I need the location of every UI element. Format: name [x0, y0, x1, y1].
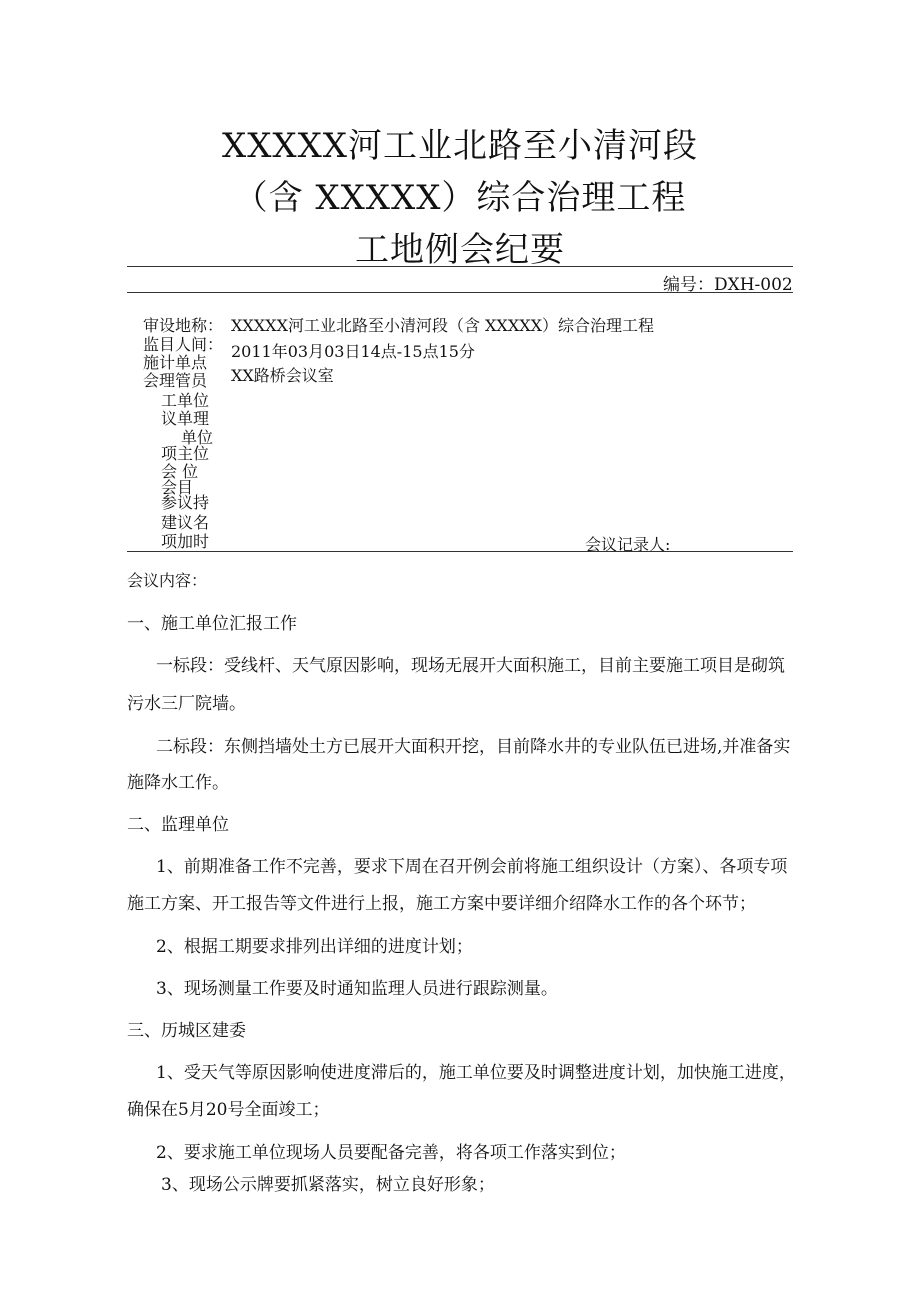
meeting-time-value: 2011年03月03日14点-15点15分 — [231, 342, 475, 361]
title-divider — [127, 266, 793, 267]
label-2: 施计单点 — [143, 353, 208, 372]
section-3-title: 三、历城区建委 — [127, 1021, 246, 1041]
label-9: 会目 — [161, 478, 194, 497]
s3-item-2: 2、要求施工单位现场人员要配备完善，将各项工作落实到位； — [156, 1143, 626, 1163]
label-7: 项主位 — [161, 444, 210, 463]
label-12: 项加时 — [161, 532, 210, 551]
s3-item-1-line-2: 确保在5月20号全面竣工； — [127, 1100, 330, 1120]
project-name-value: XXXXX河工业北路至小清河段（含 XXXXX）综合治理工程 — [231, 316, 654, 335]
s2-item-2: 2、根据工期要求排列出详细的进度计划； — [156, 937, 473, 957]
s2-item-1-line-2: 施工方案、开工报告等文件进行上报，施工方案中要详细介绍降水工作的各个环节； — [127, 894, 756, 914]
s2-item-3: 3、现场测量工作要及时通知监理人员进行跟踪测量。 — [156, 979, 558, 999]
label-0: 审设地称： — [143, 316, 224, 335]
title-line-2: （含 XXXXX）综合治理工程 — [233, 178, 687, 218]
s3-item-1-line-1: 1、受天气等原因影响使进度滞后的，施工单位要及时调整进度计划，加快施工进度， — [156, 1063, 796, 1083]
label-11: 建议名 — [161, 513, 210, 532]
s1-para-1-line-1: 一标段：受线杆、天气原因影响，现场无展开大面积施工，目前主要施工项目是砌筑 — [156, 656, 785, 676]
section-2-title: 二、监理单位 — [127, 815, 229, 835]
label-4: 工单位 — [161, 391, 210, 410]
label-1: 监目人间： — [143, 335, 224, 354]
s1-para-1-line-2: 污水三厂院墙。 — [127, 694, 246, 714]
label-3: 会理管员 — [143, 371, 208, 390]
title-line-3: 工地例会纪要 — [355, 230, 565, 270]
title-line-1: XXXXX河工业北路至小清河段 — [221, 126, 699, 166]
s3-item-3: 3、现场公示牌要抓紧落实，树立良好形象； — [161, 1175, 495, 1195]
label-5: 议单理 — [161, 409, 210, 428]
label-8: 会 位 — [161, 462, 199, 481]
meeting-place-value: XX路桥会议室 — [231, 366, 334, 385]
header-divider — [127, 292, 793, 293]
s2-item-1-line-1: 1、前期准备工作不完善，要求下周在召开例会前将施工组织设计（方案）、各项专项 — [156, 857, 788, 877]
s1-para-2-line-1: 二标段：东侧挡墙处土方已展开大面积开挖，目前降水井的专业队伍已进场,并准备实 — [156, 737, 791, 757]
content-heading: 会议内容： — [127, 571, 208, 590]
label-10: 参议持 — [161, 493, 210, 512]
info-divider — [127, 551, 793, 552]
doc-number: 编号：DXH-002 — [663, 275, 793, 295]
section-1-title: 一、施工单位汇报工作 — [127, 614, 297, 634]
label-6: 单位 — [181, 428, 214, 447]
s1-para-2-line-2: 施降水工作。 — [127, 773, 229, 793]
recorder-label: 会议记录人: — [585, 535, 671, 554]
